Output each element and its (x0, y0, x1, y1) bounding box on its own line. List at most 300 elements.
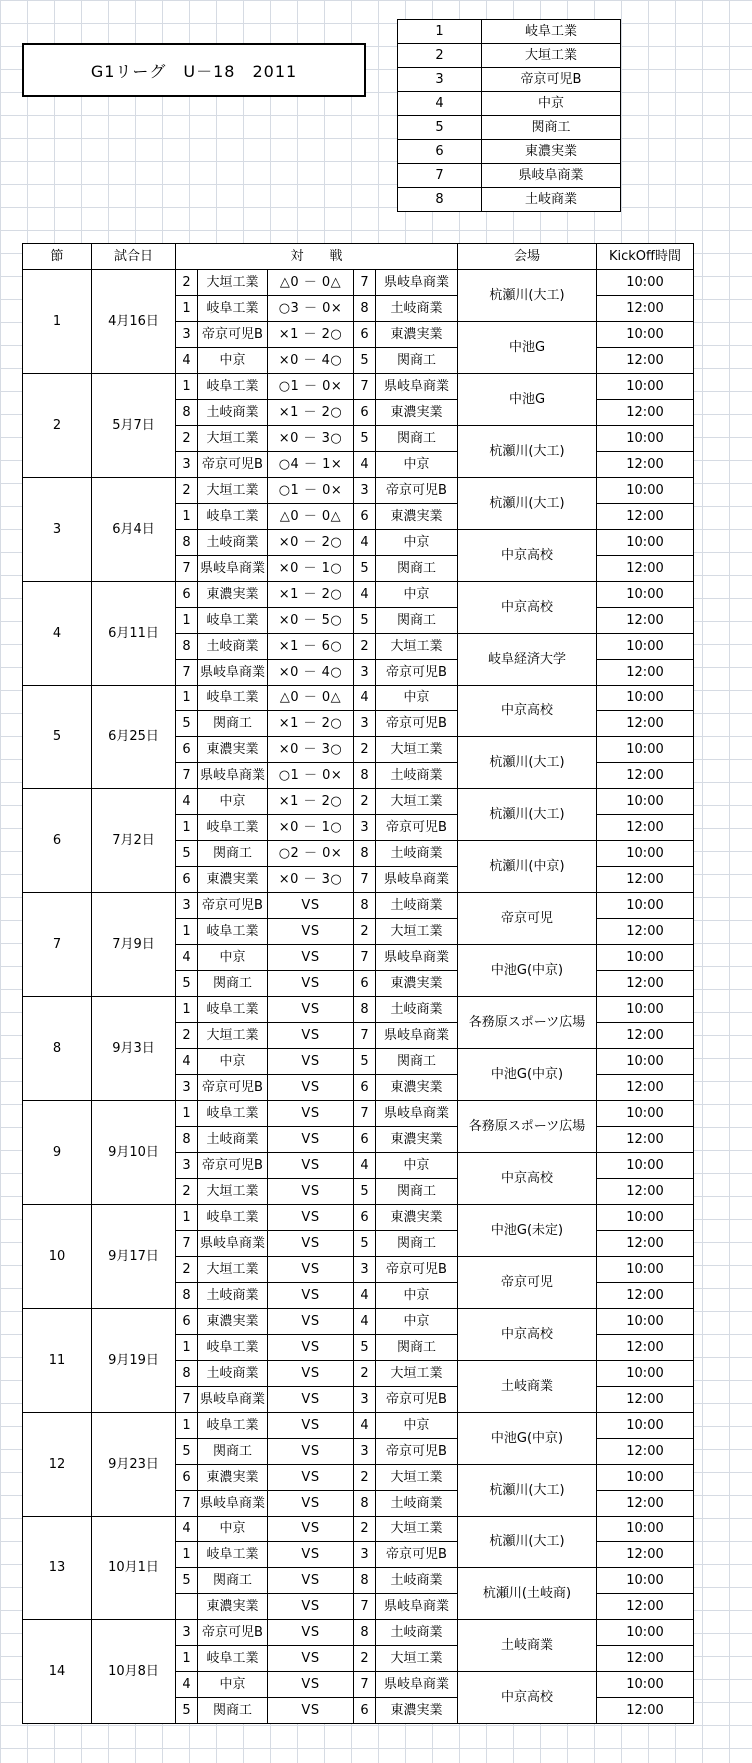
home-team-name: 岐阜工業 (198, 1101, 268, 1127)
away-team-number: 7 (354, 1023, 376, 1049)
kickoff-time: 12:00 (597, 1594, 694, 1620)
match-score: VS (268, 1152, 354, 1178)
kickoff-time: 12:00 (597, 1075, 694, 1101)
kickoff-time: 12:00 (597, 295, 694, 321)
kickoff-time: 12:00 (597, 451, 694, 477)
home-team-number: 5 (176, 1698, 198, 1724)
match-score: △0 － 0△ (268, 503, 354, 529)
home-team-number: 1 (176, 1204, 198, 1230)
match-score: ×1 － 2○ (268, 321, 354, 347)
venue: 中池G (458, 373, 597, 425)
round-number: 13 (23, 1516, 92, 1620)
away-team-number: 6 (354, 321, 376, 347)
team-number: 5 (398, 116, 482, 140)
kickoff-time: 12:00 (597, 1282, 694, 1308)
home-team-number: 2 (176, 1256, 198, 1282)
kickoff-time: 10:00 (597, 1464, 694, 1490)
match-score: VS (268, 1334, 354, 1360)
away-team-number: 3 (354, 1542, 376, 1568)
team-row (398, 140, 621, 164)
venue: 杭瀬川(大工) (458, 425, 597, 477)
home-team-number: 3 (176, 1152, 198, 1178)
away-team-name: 中京 (376, 581, 458, 607)
match-score: ×0 － 3○ (268, 425, 354, 451)
match-score: VS (268, 1256, 354, 1282)
venue: 各務原スポーツ広場 (458, 997, 597, 1049)
away-team-name: 県岐阜商業 (376, 373, 458, 399)
home-team-name: 岐阜工業 (198, 607, 268, 633)
venue: 中京高校 (458, 529, 597, 581)
away-team-number: 5 (354, 607, 376, 633)
match-score: VS (268, 1516, 354, 1542)
away-team-number: 8 (354, 1490, 376, 1516)
away-team-number: 8 (354, 295, 376, 321)
away-team-number: 3 (354, 659, 376, 685)
away-team-name: 大垣工業 (376, 789, 458, 815)
kickoff-time: 10:00 (597, 1101, 694, 1127)
away-team-number: 7 (354, 1672, 376, 1698)
home-team-number: 1 (176, 1334, 198, 1360)
match-score: VS (268, 893, 354, 919)
away-team-number: 5 (354, 1230, 376, 1256)
kickoff-time: 10:00 (597, 529, 694, 555)
kickoff-time: 10:00 (597, 270, 694, 296)
home-team-name: 東濃実業 (198, 737, 268, 763)
away-team-number: 3 (354, 1438, 376, 1464)
team-row (398, 92, 621, 116)
away-team-number: 2 (354, 1516, 376, 1542)
home-team-name: 大垣工業 (198, 425, 268, 451)
kickoff-time: 10:00 (597, 633, 694, 659)
venue: 中池G(未定) (458, 1204, 597, 1256)
home-team-name: 土岐商業 (198, 1282, 268, 1308)
match-date: 4月16日 (92, 270, 176, 374)
away-team-name: 帝京可児B (376, 1386, 458, 1412)
venue: 各務原スポーツ広場 (458, 1101, 597, 1153)
home-team-number: 7 (176, 1490, 198, 1516)
schedule-body (23, 270, 694, 1724)
home-team-name: 岐阜工業 (198, 503, 268, 529)
match-date: 9月10日 (92, 1101, 176, 1205)
away-team-name: 県岐阜商業 (376, 1101, 458, 1127)
home-team-name: 岐阜工業 (198, 919, 268, 945)
match-score: VS (268, 1490, 354, 1516)
home-team-name: 岐阜工業 (198, 373, 268, 399)
home-team-name: 帝京可児B (198, 893, 268, 919)
home-team-number: 5 (176, 841, 198, 867)
kickoff-time: 10:00 (597, 893, 694, 919)
match-row (23, 789, 694, 815)
kickoff-time: 10:00 (597, 477, 694, 503)
away-team-name: 中京 (376, 451, 458, 477)
home-team-name: 中京 (198, 1049, 268, 1075)
away-team-name: 中京 (376, 1282, 458, 1308)
home-team-name: 岐阜工業 (198, 1412, 268, 1438)
venue: 中池G(中京) (458, 945, 597, 997)
home-team-name: 大垣工業 (198, 1178, 268, 1204)
venue: 杭瀬川(土岐商) (458, 1568, 597, 1620)
match-score: △0 － 0△ (268, 685, 354, 711)
away-team-number: 4 (354, 581, 376, 607)
away-team-number: 3 (354, 711, 376, 737)
away-team-name: 東濃実業 (376, 503, 458, 529)
away-team-number: 4 (354, 451, 376, 477)
kickoff-time: 10:00 (597, 581, 694, 607)
away-team-name: 帝京可児B (376, 711, 458, 737)
home-team-number: 7 (176, 1230, 198, 1256)
away-team-name: 関商工 (376, 1178, 458, 1204)
away-team-name: 中京 (376, 1152, 458, 1178)
away-team-number: 3 (354, 1386, 376, 1412)
venue: 杭瀬川(大工) (458, 477, 597, 529)
team-name: 東濃実業 (482, 140, 621, 164)
home-team-number: 4 (176, 1672, 198, 1698)
away-team-number: 7 (354, 945, 376, 971)
away-team-name: 関商工 (376, 1049, 458, 1075)
league-title: G1リーグ U－18 2011 (22, 43, 366, 97)
team-row (398, 44, 621, 68)
away-team-name: 中京 (376, 529, 458, 555)
home-team-name: 岐阜工業 (198, 1542, 268, 1568)
kickoff-time: 12:00 (597, 1386, 694, 1412)
away-team-number: 8 (354, 1568, 376, 1594)
match-score: ×1 － 6○ (268, 633, 354, 659)
away-team-name: 大垣工業 (376, 1516, 458, 1542)
venue: 中池G (458, 321, 597, 373)
match-score: VS (268, 1101, 354, 1127)
home-team-number: 8 (176, 633, 198, 659)
home-team-number: 8 (176, 1126, 198, 1152)
home-team-number: 1 (176, 373, 198, 399)
match-score: VS (268, 1568, 354, 1594)
venue: 杭瀬川(大工) (458, 270, 597, 322)
kickoff-time: 10:00 (597, 737, 694, 763)
match-score: VS (268, 1126, 354, 1152)
match-score: VS (268, 945, 354, 971)
home-team-number: 7 (176, 659, 198, 685)
round-number: 2 (23, 373, 92, 477)
match-score: VS (268, 1075, 354, 1101)
away-team-name: 中京 (376, 685, 458, 711)
match-score: ×1 － 2○ (268, 789, 354, 815)
team-row (398, 188, 621, 212)
home-team-name: 県岐阜商業 (198, 555, 268, 581)
kickoff-time: 10:00 (597, 1360, 694, 1386)
round-number: 10 (23, 1204, 92, 1308)
away-team-number: 5 (354, 1334, 376, 1360)
team-number: 7 (398, 164, 482, 188)
away-team-name: 東濃実業 (376, 1126, 458, 1152)
header-date: 試合日 (92, 244, 176, 270)
away-team-name: 土岐商業 (376, 763, 458, 789)
home-team-name: 関商工 (198, 1438, 268, 1464)
home-team-name: 大垣工業 (198, 270, 268, 296)
away-team-number: 5 (354, 347, 376, 373)
home-team-number: 8 (176, 399, 198, 425)
home-team-number: 7 (176, 555, 198, 581)
home-team-number: 3 (176, 893, 198, 919)
away-team-number: 2 (354, 1464, 376, 1490)
match-score: △0 － 0△ (268, 270, 354, 296)
home-team-number (176, 1594, 198, 1620)
team-number: 2 (398, 44, 482, 68)
away-team-name: 大垣工業 (376, 1646, 458, 1672)
home-team-name: 土岐商業 (198, 1126, 268, 1152)
match-row (23, 1308, 694, 1334)
match-date: 10月1日 (92, 1516, 176, 1620)
kickoff-time: 12:00 (597, 1023, 694, 1049)
home-team-number: 3 (176, 321, 198, 347)
match-score: ×1 － 2○ (268, 399, 354, 425)
away-team-name: 中京 (376, 1308, 458, 1334)
away-team-name: 大垣工業 (376, 1360, 458, 1386)
away-team-name: 大垣工業 (376, 633, 458, 659)
kickoff-time: 12:00 (597, 607, 694, 633)
away-team-number: 6 (354, 1698, 376, 1724)
kickoff-time: 12:00 (597, 1646, 694, 1672)
away-team-number: 3 (354, 1256, 376, 1282)
home-team-number: 5 (176, 971, 198, 997)
away-team-name: 関商工 (376, 1334, 458, 1360)
match-score: ×0 － 3○ (268, 867, 354, 893)
kickoff-time: 10:00 (597, 1204, 694, 1230)
kickoff-time: 10:00 (597, 945, 694, 971)
away-team-name: 土岐商業 (376, 295, 458, 321)
home-team-name: 県岐阜商業 (198, 1230, 268, 1256)
kickoff-time: 10:00 (597, 685, 694, 711)
home-team-name: 県岐阜商業 (198, 1490, 268, 1516)
home-team-number: 6 (176, 737, 198, 763)
venue: 中京高校 (458, 1152, 597, 1204)
away-team-name: 関商工 (376, 555, 458, 581)
home-team-number: 8 (176, 1282, 198, 1308)
home-team-name: 岐阜工業 (198, 1334, 268, 1360)
match-date: 6月11日 (92, 581, 176, 685)
home-team-number: 2 (176, 1178, 198, 1204)
away-team-number: 2 (354, 1646, 376, 1672)
away-team-name: 関商工 (376, 425, 458, 451)
kickoff-time: 12:00 (597, 815, 694, 841)
home-team-name: 帝京可児B (198, 321, 268, 347)
away-team-name: 帝京可児B (376, 659, 458, 685)
venue: 中京高校 (458, 685, 597, 737)
home-team-name: 岐阜工業 (198, 685, 268, 711)
match-score: VS (268, 1282, 354, 1308)
home-team-name: 関商工 (198, 971, 268, 997)
home-team-name: 土岐商業 (198, 529, 268, 555)
round-number: 7 (23, 893, 92, 997)
venue: 杭瀬川(中京) (458, 841, 597, 893)
round-number: 11 (23, 1308, 92, 1412)
home-team-number: 2 (176, 1023, 198, 1049)
match-date: 9月19日 (92, 1308, 176, 1412)
match-score: VS (268, 1230, 354, 1256)
kickoff-time: 12:00 (597, 919, 694, 945)
venue: 杭瀬川(大工) (458, 1516, 597, 1568)
match-score: VS (268, 919, 354, 945)
match-score: ○1 － 0× (268, 477, 354, 503)
home-team-name: 岐阜工業 (198, 1646, 268, 1672)
match-row (23, 1516, 694, 1542)
away-team-number: 4 (354, 1308, 376, 1334)
kickoff-time: 12:00 (597, 711, 694, 737)
match-date: 10月8日 (92, 1620, 176, 1724)
kickoff-time: 12:00 (597, 399, 694, 425)
match-score: VS (268, 971, 354, 997)
away-team-name: 帝京可児B (376, 1256, 458, 1282)
team-number: 8 (398, 188, 482, 212)
away-team-name: 帝京可児B (376, 1438, 458, 1464)
kickoff-time: 10:00 (597, 1516, 694, 1542)
home-team-name: 関商工 (198, 1698, 268, 1724)
match-date: 6月25日 (92, 685, 176, 789)
kickoff-time: 10:00 (597, 997, 694, 1023)
schedule-table (22, 243, 694, 1724)
match-row (23, 1204, 694, 1230)
kickoff-time: 10:00 (597, 425, 694, 451)
match-row (23, 581, 694, 607)
round-number: 12 (23, 1412, 92, 1516)
kickoff-time: 12:00 (597, 971, 694, 997)
away-team-number: 8 (354, 841, 376, 867)
home-team-number: 2 (176, 425, 198, 451)
match-row (23, 1620, 694, 1646)
match-score: VS (268, 1646, 354, 1672)
home-team-name: 中京 (198, 1672, 268, 1698)
kickoff-time: 10:00 (597, 1568, 694, 1594)
home-team-name: 大垣工業 (198, 477, 268, 503)
away-team-number: 6 (354, 1075, 376, 1101)
home-team-name: 東濃実業 (198, 1464, 268, 1490)
team-row (398, 116, 621, 140)
match-score: ○3 － 0× (268, 295, 354, 321)
team-name: 大垣工業 (482, 44, 621, 68)
kickoff-time: 12:00 (597, 555, 694, 581)
kickoff-time: 10:00 (597, 1152, 694, 1178)
away-team-number: 3 (354, 815, 376, 841)
away-team-number: 2 (354, 789, 376, 815)
away-team-name: 帝京可児B (376, 815, 458, 841)
round-number: 3 (23, 477, 92, 581)
away-team-number: 7 (354, 1101, 376, 1127)
home-team-number: 7 (176, 1386, 198, 1412)
team-row (398, 68, 621, 92)
home-team-number: 1 (176, 295, 198, 321)
match-score: VS (268, 1438, 354, 1464)
kickoff-time: 12:00 (597, 1438, 694, 1464)
venue: 中京高校 (458, 1308, 597, 1360)
team-number: 4 (398, 92, 482, 116)
match-date: 9月23日 (92, 1412, 176, 1516)
home-team-number: 7 (176, 763, 198, 789)
team-name: 関商工 (482, 116, 621, 140)
round-number: 4 (23, 581, 92, 685)
home-team-number: 4 (176, 1049, 198, 1075)
home-team-name: 岐阜工業 (198, 815, 268, 841)
venue: 中京高校 (458, 1672, 597, 1724)
kickoff-time: 10:00 (597, 1256, 694, 1282)
away-team-name: 東濃実業 (376, 1075, 458, 1101)
match-date: 9月3日 (92, 997, 176, 1101)
header-kickoff: KickOff時間 (597, 244, 694, 270)
away-team-name: 県岐阜商業 (376, 270, 458, 296)
away-team-number: 3 (354, 477, 376, 503)
team-name: 県岐阜商業 (482, 164, 621, 188)
away-team-name: 大垣工業 (376, 1464, 458, 1490)
match-row (23, 1412, 694, 1438)
match-score: ×0 － 4○ (268, 659, 354, 685)
away-team-number: 7 (354, 270, 376, 296)
match-score: VS (268, 1178, 354, 1204)
match-score: ×0 － 1○ (268, 815, 354, 841)
match-row (23, 685, 694, 711)
match-score: ×1 － 2○ (268, 711, 354, 737)
away-team-number: 8 (354, 1620, 376, 1646)
kickoff-time: 12:00 (597, 1490, 694, 1516)
venue: 帝京可児 (458, 1256, 597, 1308)
away-team-name: 土岐商業 (376, 841, 458, 867)
round-number: 6 (23, 789, 92, 893)
home-team-number: 1 (176, 1542, 198, 1568)
away-team-name: 東濃実業 (376, 1698, 458, 1724)
away-team-name: 土岐商業 (376, 1568, 458, 1594)
home-team-name: 東濃実業 (198, 1594, 268, 1620)
kickoff-time: 10:00 (597, 789, 694, 815)
venue: 杭瀬川(大工) (458, 789, 597, 841)
home-team-number: 8 (176, 1360, 198, 1386)
match-score: ×1 － 2○ (268, 581, 354, 607)
home-team-name: 帝京可児B (198, 451, 268, 477)
away-team-number: 4 (354, 1282, 376, 1308)
home-team-number: 6 (176, 581, 198, 607)
away-team-number: 7 (354, 1594, 376, 1620)
match-score: ×0 － 5○ (268, 607, 354, 633)
away-team-number: 2 (354, 633, 376, 659)
home-team-name: 中京 (198, 347, 268, 373)
team-row (398, 20, 621, 44)
kickoff-time: 12:00 (597, 1334, 694, 1360)
home-team-name: 東濃実業 (198, 581, 268, 607)
home-team-name: 土岐商業 (198, 399, 268, 425)
home-team-number: 8 (176, 529, 198, 555)
match-date: 6月4日 (92, 477, 176, 581)
home-team-number: 2 (176, 477, 198, 503)
home-team-name: 中京 (198, 945, 268, 971)
match-score: ○4 － 1× (268, 451, 354, 477)
away-team-name: 帝京可児B (376, 477, 458, 503)
team-number: 1 (398, 20, 482, 44)
match-score: VS (268, 1464, 354, 1490)
home-team-number: 1 (176, 607, 198, 633)
match-row (23, 373, 694, 399)
kickoff-time: 12:00 (597, 867, 694, 893)
away-team-number: 6 (354, 503, 376, 529)
match-score: ○1 － 0× (268, 763, 354, 789)
away-team-number: 8 (354, 893, 376, 919)
home-team-name: 岐阜工業 (198, 997, 268, 1023)
match-row (23, 893, 694, 919)
away-team-name: 関商工 (376, 347, 458, 373)
kickoff-time: 10:00 (597, 1620, 694, 1646)
team-name: 帝京可児B (482, 68, 621, 92)
away-team-number: 4 (354, 529, 376, 555)
away-team-name: 土岐商業 (376, 893, 458, 919)
team-row (398, 164, 621, 188)
venue: 中池G(中京) (458, 1049, 597, 1101)
match-row (23, 270, 694, 296)
match-score: VS (268, 1204, 354, 1230)
away-team-number: 5 (354, 1049, 376, 1075)
